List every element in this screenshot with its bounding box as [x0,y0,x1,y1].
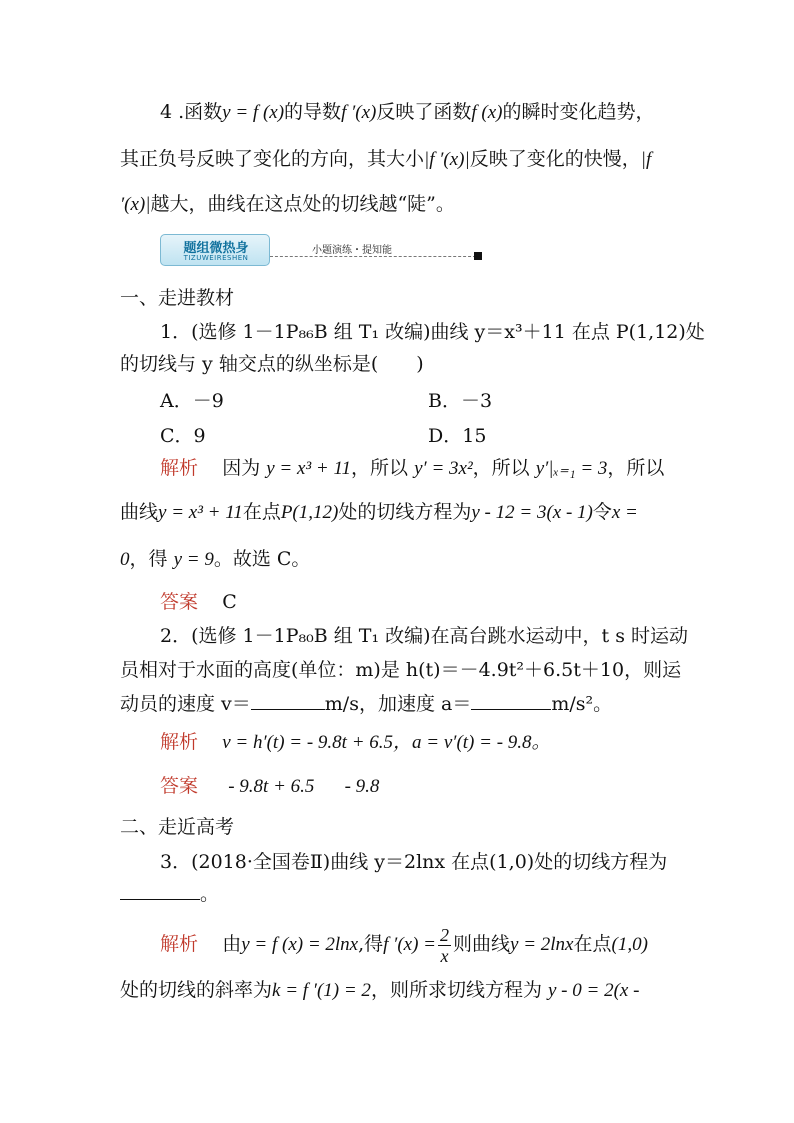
text: 令 [592,501,612,523]
text: 在点 [573,933,612,955]
q1-option-b: B．－3 [428,390,493,412]
answer-label: 答案 [160,591,199,613]
math: y = 9 [173,549,214,570]
text: 反映了函数 [376,101,472,123]
text: 由 [222,933,242,955]
section-heading: 一、走进教材 [120,287,235,309]
item4-line2 [120,145,651,174]
math: y = x³ + 11 [266,458,352,479]
math: y = 2lnx [510,934,574,955]
q1-option-d: D．15 [428,425,487,447]
q3-stem-line2 [120,880,219,908]
fraction-numerator: 2 [440,924,449,945]
answer-blank[interactable] [251,691,325,710]
text: m/s²。 [551,693,613,715]
fraction-denominator: x [440,945,449,966]
q1-option-a: A．－9 [160,390,224,412]
math: f ′(x) = [383,934,436,955]
math: 0 [120,549,130,570]
math: |f [640,149,652,170]
text: ，则所求切线方程为 [370,979,542,1001]
math: v = h′(t) = - 9.8t + 6.5，a = v′(t) = - 9.8。 [222,732,551,753]
fraction [438,925,451,966]
text: 。 [200,883,220,905]
q2-stem-line1: 2．(选修 1－1P₈₀B 组 T₁ 改编)在高台跳水运动中，t s 时运动 [160,625,688,647]
math: y′ = 3x² [414,458,473,479]
item4-line1 [160,98,655,127]
q2-stem-line2: 员相对于水面的高度(单位：m)是 h(t)＝－4.9t²＋6.5t＋10，则运 [120,659,682,681]
banner-divider [270,256,476,257]
math: y = f (x) = 2lnx [241,934,359,955]
text: 动员的速度 v＝ [120,693,251,715]
math: y = x³ + 11 [158,502,243,523]
solution-label: 解析 [160,933,199,955]
text: 的瞬时变化趋势， [502,101,655,123]
square-icon [474,252,482,260]
text: ，所以 [351,457,409,479]
math: k = f ′(1) = 2 [272,980,371,1001]
answer-blank[interactable] [471,691,551,710]
math: y′|ₓ₌₁ = 3 [535,458,608,479]
math: y - 12 = 3(x - 1) [471,502,593,523]
math: (1,0) [611,934,648,955]
section-heading: 二、走近高考 [120,816,235,838]
text: m/s，加速度 a＝ [324,693,472,715]
math: x = [611,502,638,523]
q1-solution-line1 [160,454,664,483]
text: ，得 [129,548,168,570]
answer-value: - 9.8 [344,776,380,797]
text: ,得 [358,933,384,955]
math: y - 0 = 2(x - [548,980,640,1001]
math: |f ′(x)| [424,149,470,170]
q1-answer [160,588,237,616]
text: 曲线 [120,501,159,523]
text: 的导数 [284,101,342,123]
item4-line3 [120,190,455,219]
q3-solution-line2 [120,976,639,1005]
solution-label: 解析 [160,457,199,479]
text: 在点 [242,501,281,523]
answer-blank[interactable] [120,881,200,900]
text: C。 [276,548,311,570]
q2-solution [160,728,551,757]
banner-badge-subtitle: TIZUWEIRESHEN [183,254,249,262]
answer-value: C [222,591,237,613]
banner-badge [160,234,270,266]
answer-label: 答案 [160,775,199,797]
section-banner [160,234,482,266]
q1-solution-line2 [120,498,638,527]
text: 其正负号反映了变化的方向，其大小 [120,148,425,170]
text: ，所以 [472,457,530,479]
text: 则曲线 [453,933,511,955]
text: 处的切线方程为 [338,501,472,523]
text: ，所以 [607,457,665,479]
banner-badge-title: 题组微热身 [183,241,249,256]
q3-solution-line1 [160,922,648,967]
text: 反映了变化的快慢， [469,148,641,170]
text: 。故选 [213,548,271,570]
text: 处的切线的斜率为 [120,979,273,1001]
q3-stem-line1: 3．(2018·全国卷Ⅱ)曲线 y＝2lnx 在点(1,0)处的切线方程为 [160,851,668,873]
answer-value: - 9.8t + 6.5 [228,776,315,797]
text: 越大，曲线在这点处的切线越“陡”。 [150,193,455,215]
q2-stem-line3 [120,690,612,718]
q2-answer [160,772,379,801]
text: 4 .函数 [160,101,223,123]
q1-solution-line3 [120,545,310,574]
text: 因为 [222,457,261,479]
q1-option-c: C．9 [160,425,206,447]
math: P(1,12) [280,502,339,523]
q1-stem-line1: 1．(选修 1－1P₈₆B 组 T₁ 改编)曲线 y＝x³＋11 在点 P(1,12)处 [160,321,705,343]
math: f (x) [471,102,503,123]
math: f ′(x) [341,102,377,123]
math: ′(x)| [120,194,151,215]
solution-label: 解析 [160,731,199,753]
q1-stem-line2: 的切线与 y 轴交点的纵坐标是( ) [120,353,424,375]
banner-tag: 小题演练・提知能 [312,245,392,256]
math: y = f (x) [222,102,285,123]
